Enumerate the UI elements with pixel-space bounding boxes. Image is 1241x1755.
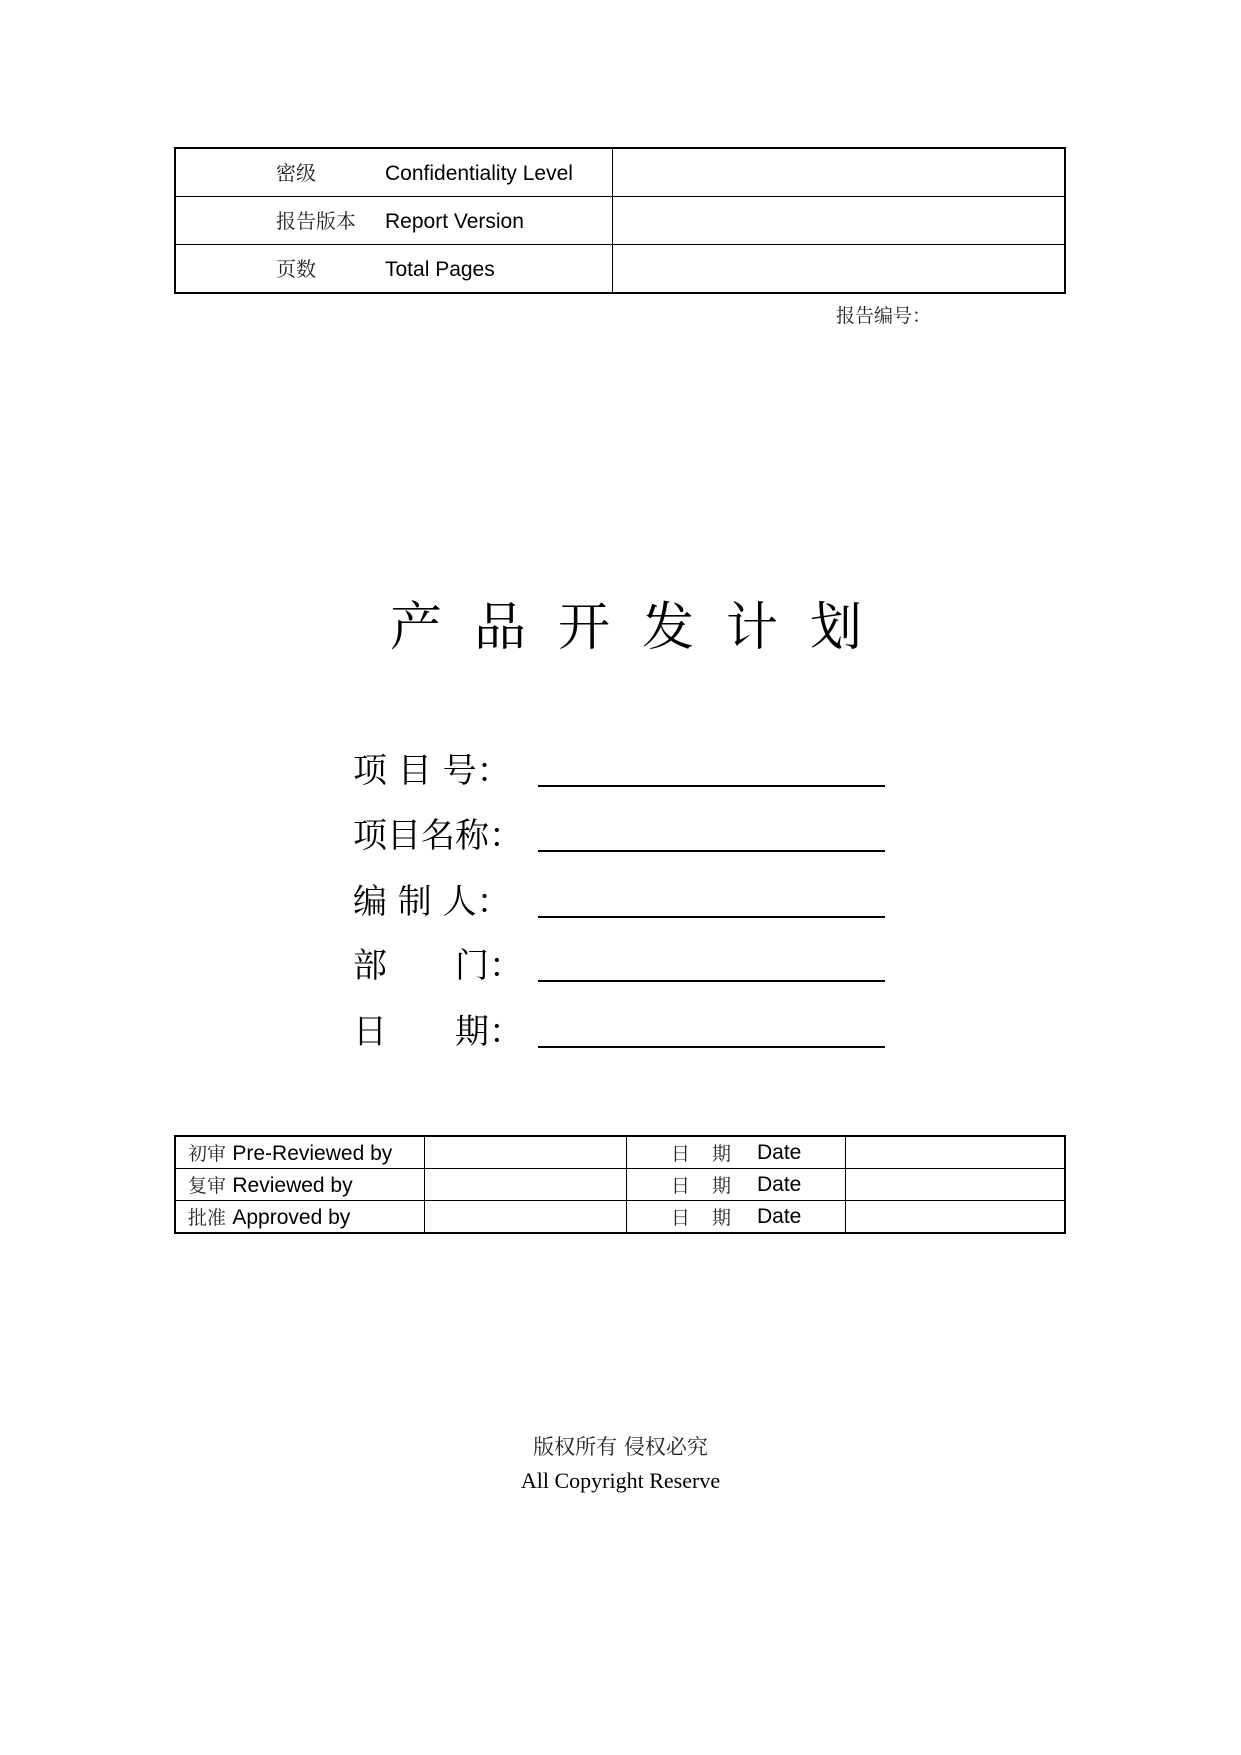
author-line[interactable] — [538, 916, 885, 918]
project-number-line[interactable] — [538, 785, 885, 787]
pre-reviewed-date-value[interactable] — [846, 1136, 1066, 1169]
date-label-cn: 日期 — [671, 1175, 754, 1197]
date-label-en: Date — [757, 1141, 802, 1164]
approved-label-cn: 批准 — [188, 1207, 227, 1229]
confidentiality-label-cn: 密级 — [276, 161, 316, 185]
pre-reviewed-label-en: Pre-Reviewed by — [232, 1142, 393, 1165]
report-version-label-en: Report Version — [385, 210, 524, 233]
date-label-en: Date — [757, 1173, 802, 1196]
date-label-en: Date — [757, 1205, 802, 1228]
department-label: 部 门： — [353, 946, 523, 986]
project-name-line[interactable] — [538, 850, 885, 852]
reviewed-date-value[interactable] — [846, 1169, 1066, 1201]
date-label-cell — [627, 1136, 846, 1169]
copyright-cn: 版权所有 侵权必究 — [533, 1435, 708, 1459]
department-line[interactable] — [538, 980, 885, 982]
total-pages-value[interactable] — [613, 245, 1066, 294]
info-label-cell — [175, 245, 613, 294]
total-pages-label-cn: 页数 — [276, 257, 316, 281]
report-number-label: 报告编号： — [836, 305, 932, 327]
date-label-cn: 日期 — [671, 1143, 754, 1165]
date-line[interactable] — [538, 1046, 885, 1048]
info-row-report-version — [175, 197, 1065, 245]
total-pages-label-en: Total Pages — [385, 258, 495, 281]
report-version-value[interactable] — [613, 197, 1066, 245]
date-label-cell — [627, 1201, 846, 1234]
info-label-cell — [175, 148, 613, 197]
reviewed-signature[interactable] — [425, 1169, 627, 1201]
report-version-label-cn: 报告版本 — [276, 209, 356, 233]
confidentiality-value[interactable] — [613, 148, 1066, 197]
info-row-total-pages — [175, 245, 1065, 294]
date-label: 日 期： — [353, 1012, 523, 1052]
info-label-cell — [175, 197, 613, 245]
approved-label — [175, 1201, 425, 1234]
reviewed-label — [175, 1169, 425, 1201]
project-name-label: 项目名称： — [353, 816, 523, 856]
pre-reviewed-label — [175, 1136, 425, 1169]
reviewed-label-en: Reviewed by — [232, 1174, 353, 1197]
author-label: 编 制 人： — [353, 882, 511, 922]
confidentiality-label-en: Confidentiality Level — [385, 162, 573, 185]
project-number-label: 项 目 号： — [353, 751, 511, 791]
sign-row-reviewed — [175, 1169, 1065, 1201]
signature-table — [174, 1135, 1066, 1234]
date-label-cell — [627, 1169, 846, 1201]
info-table — [174, 147, 1066, 294]
sign-row-approved — [175, 1201, 1065, 1234]
sign-row-pre-reviewed — [175, 1136, 1065, 1169]
approved-label-en: Approved by — [232, 1206, 351, 1229]
pre-reviewed-signature[interactable] — [425, 1136, 627, 1169]
reviewed-label-cn: 复审 — [188, 1175, 227, 1197]
approved-date-value[interactable] — [846, 1201, 1066, 1234]
date-label-cn: 日期 — [671, 1207, 754, 1229]
document-title: 产品开发计划 — [390, 598, 895, 658]
copyright-en: All Copyright Reserve — [520, 1468, 721, 1493]
approved-signature[interactable] — [425, 1201, 627, 1234]
pre-reviewed-label-cn: 初审 — [188, 1143, 227, 1165]
info-row-confidentiality — [175, 148, 1065, 197]
